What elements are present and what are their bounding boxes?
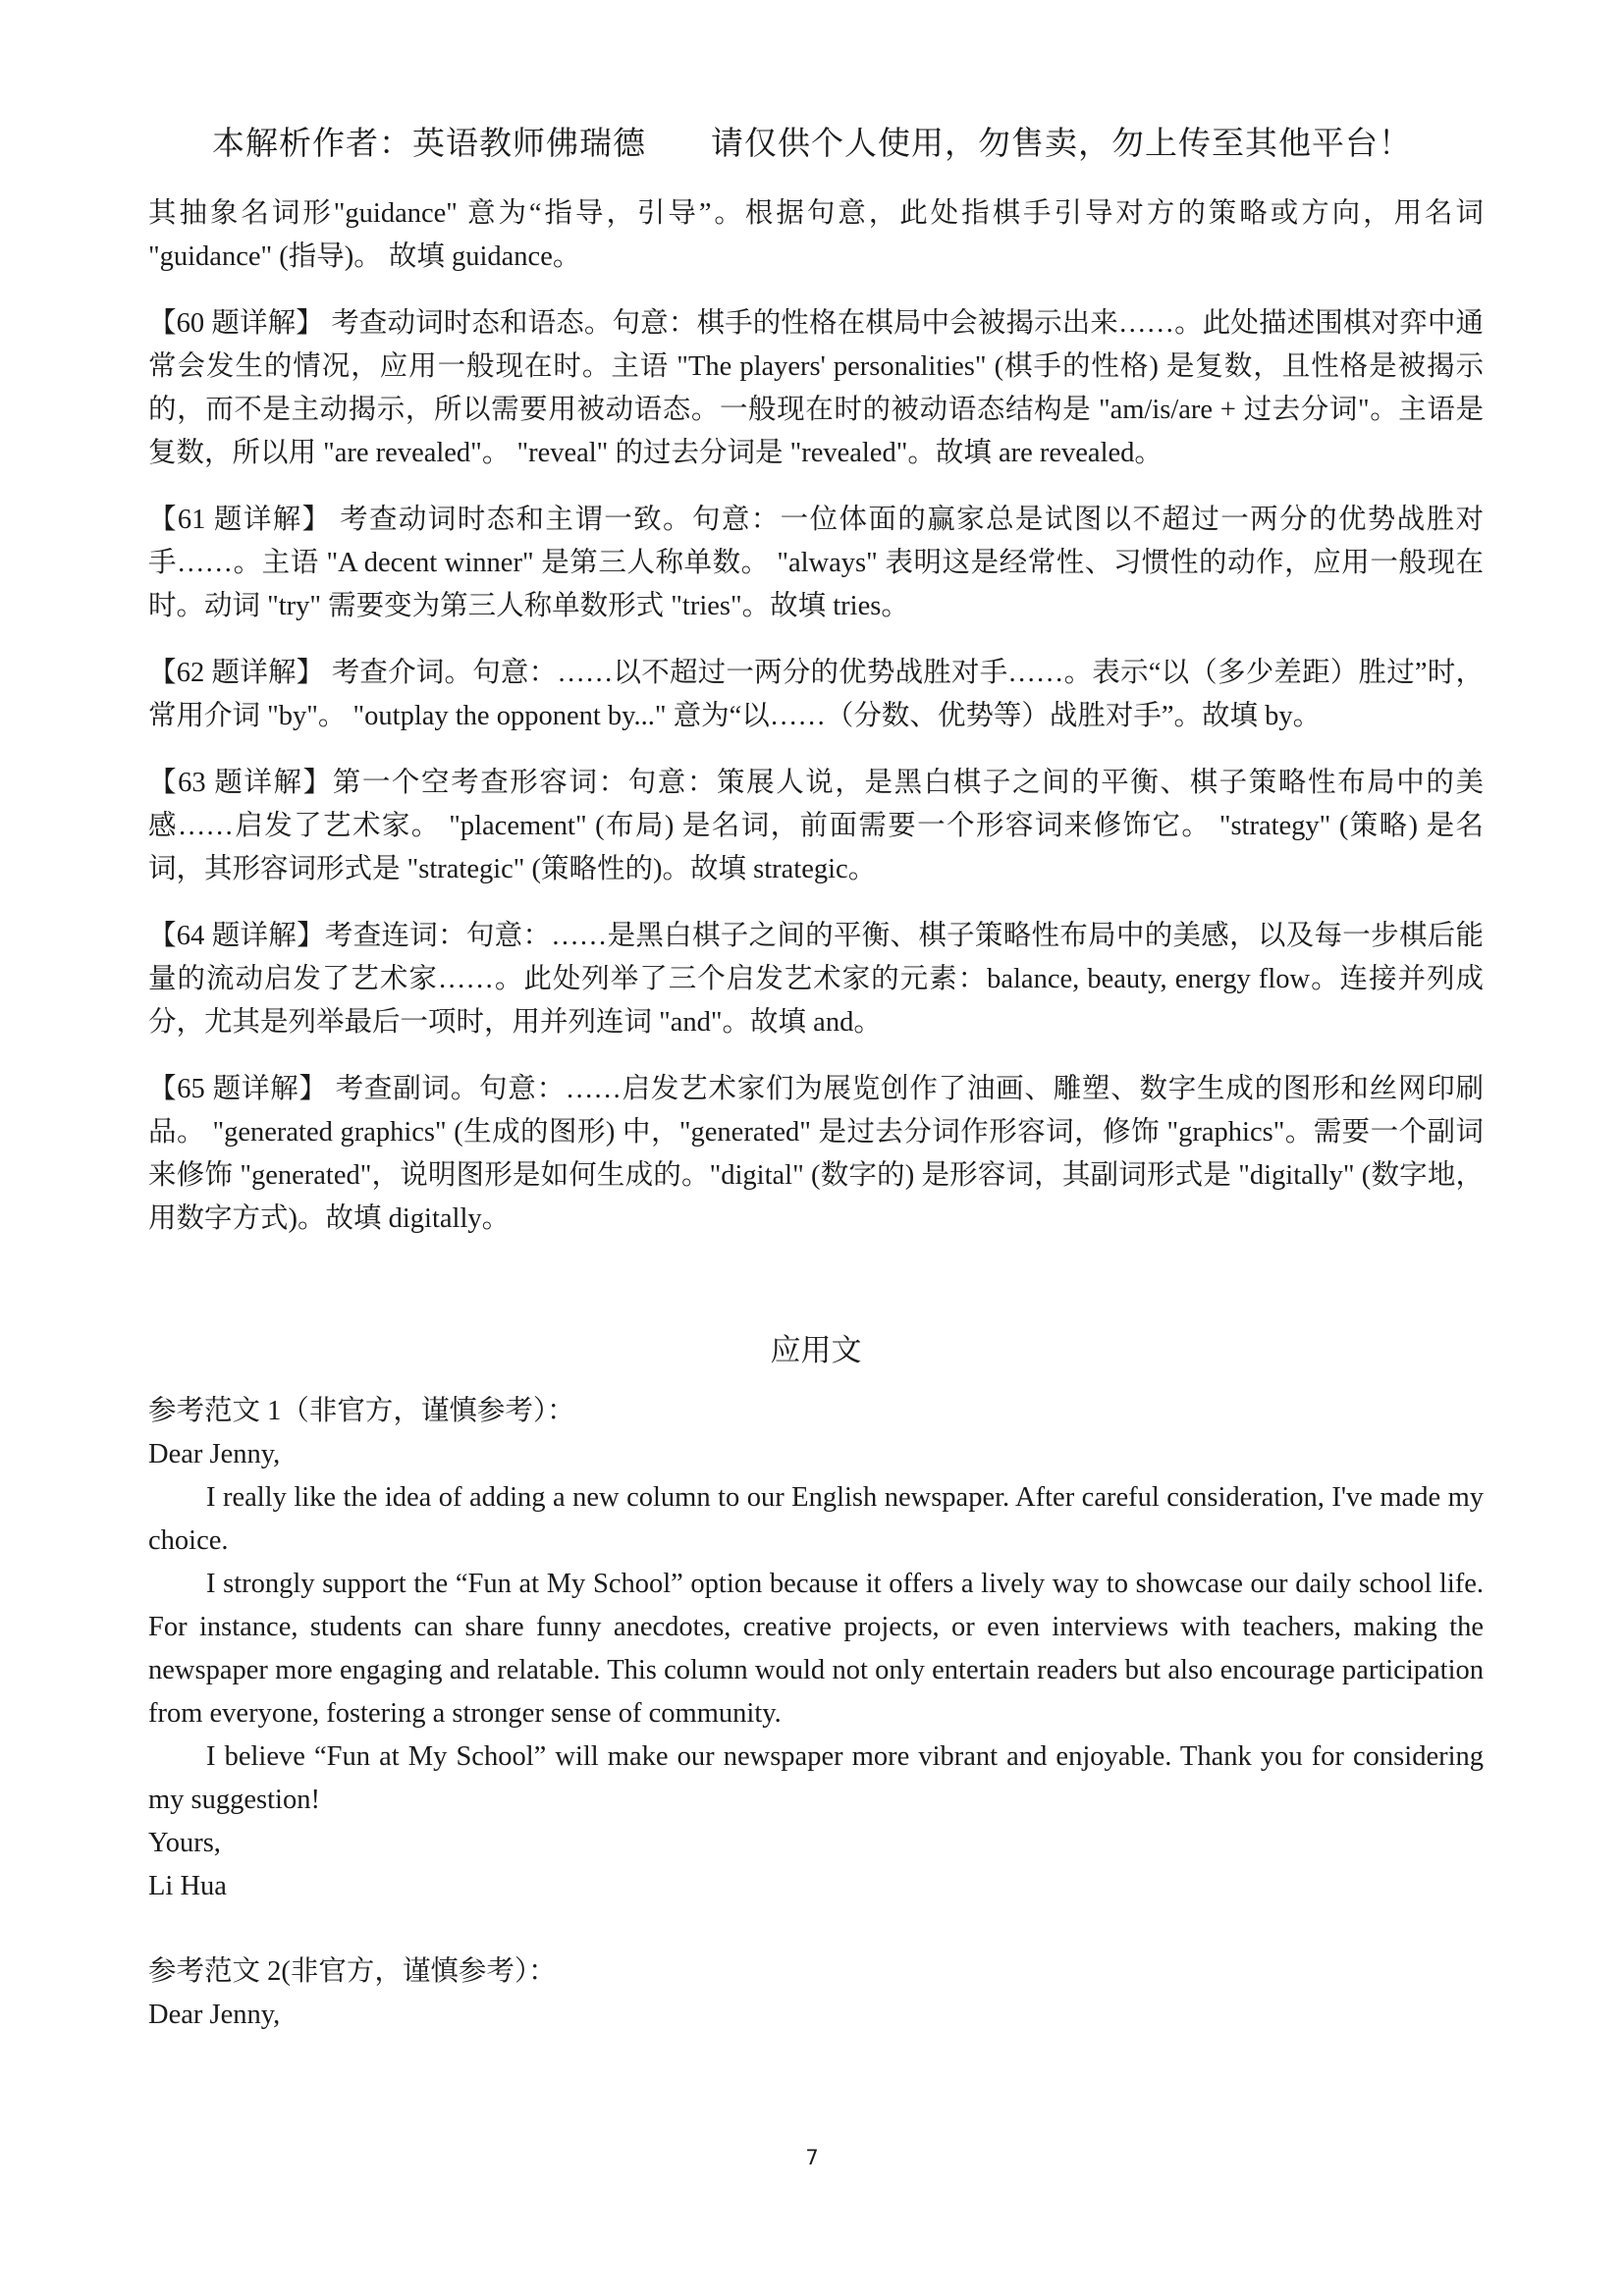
- question-tag: 【64 题详解】: [148, 921, 325, 951]
- question-tag: 【60 题详解】: [148, 308, 324, 339]
- explanation-q62: [148, 652, 1484, 738]
- page-header: [0, 118, 1624, 164]
- explanation-text: 考查动词时态和主谓一致。句意：一位体面的赢家总是试图以不超过一两分的优势战胜对手……。主语 "A decent winner" 是第三人称单数。 "always" 表明这是经常性、习惯性的动作，应用一般现在时。动词 "try" 需要变为第三人称单数形式 "tries"。故填 tries。: [148, 505, 1484, 621]
- header-author: 本解析作者：英语教师佛瑞德: [212, 127, 646, 162]
- section-title: 应用文: [770, 1333, 862, 1367]
- explanation-text: 考查动词时态和语态。句意：棋手的性格在棋局中会被揭示出来……。此处描述围棋对弈中通常会发生的情况，应用一般现在时。主语 "The players' personalities" (棋手的性格) 是复数，且性格是被揭示的，而不是主动揭示，所以需要用被动语态。一般现在时的被动语态结构是 "am/is/are + 过去分词"。主语是复数，所以用 "are revealed"。 "reveal" 的过去分词是 "revealed"。故填 are revealed。: [148, 308, 1484, 468]
- letter-signature: Li Hua: [148, 1871, 227, 1901]
- sample-essay-1: [148, 1390, 1484, 1908]
- explanation-q65: [148, 1068, 1484, 1241]
- explanation-q63: [148, 762, 1484, 891]
- explanation-text: 考查连词：句意：……是黑白棋子之间的平衡、棋子策略性布局中的美感，以及每一步棋后能量的流动启发了艺术家……。此处列举了三个启发艺术家的元素：balance, beauty, energy flow。连接并列成分，尤其是列举最后一项时，用并列连词 "and"。故填 and。: [148, 921, 1484, 1038]
- letter-salutation: Dear Jenny,: [148, 1439, 281, 1469]
- sample-heading: 参考范文 1（非官方，谨慎参考）：: [148, 1396, 575, 1426]
- question-tag: 【63 题详解】: [148, 768, 333, 798]
- letter-body-paragraph: I really like the idea of adding a new column to our English newspaper. After careful consideration, I've made my choice.: [148, 1482, 1484, 1556]
- letter-body-paragraph: I believe “Fun at My School” will make our newspaper more vibrant and enjoyable. Thank you for considering my suggestion!: [148, 1741, 1484, 1815]
- explanation-q64: [148, 915, 1484, 1044]
- question-tag: 【65 题详解】: [148, 1074, 328, 1104]
- sample-essay-2: [148, 1950, 1484, 2037]
- question-tag: 【62 题详解】: [148, 658, 325, 688]
- paragraph-guidance: 其抽象名词形"guidance" 意为“指导，引导”。根据句意，此处指棋手引导对方的策略或方向，用名词 "guidance" (指导)。 故填 guidance。: [148, 198, 1484, 272]
- letter-salutation: Dear Jenny,: [148, 2000, 281, 2030]
- document-body: [148, 192, 1484, 2037]
- letter-closing: Yours,: [148, 1828, 221, 1858]
- page-number: 7: [805, 2146, 819, 2169]
- header-notice: 请仅供个人使用，勿售卖，勿上传至其他平台！: [711, 127, 1412, 162]
- explanation-text: 第一个空考查形容词：句意：策展人说，是黑白棋子之间的平衡、棋子策略性布局中的美感……启发了艺术家。 "placement" (布局) 是名词，前面需要一个形容词来修饰它。 "strategy" (策略) 是名词，其形容词形式是 "strategic" (策略性的)。故填 strategic。: [148, 768, 1484, 884]
- explanation-q61: [148, 499, 1484, 628]
- explanation-q60: [148, 302, 1484, 475]
- sample-heading: 参考范文 2(非官方，谨慎参考）：: [148, 1956, 557, 1987]
- question-tag: 【61 题详解】: [148, 505, 332, 535]
- explanation-text: 考查副词。句意：……启发艺术家们为展览创作了油画、雕塑、数字生成的图形和丝网印刷品。 "generated graphics" (生成的图形) 中，"generated" 是过去分词作形容词，修饰 "graphics"。需要一个副词来修饰 "generated"，说明图形是如何生成的。"digital" (数字的) 是形容词，其副词形式是 "digitally" (数字地，用数字方式)。故填 digitally。: [148, 1074, 1484, 1234]
- explanation-text: 考查介词。句意：……以不超过一两分的优势战胜对手……。表示“以（多少差距）胜过”时，常用介词 "by"。 "outplay the opponent by..." 意为“以……（分数、优势等）战胜对手”。故填 by。: [148, 658, 1484, 731]
- letter-body-paragraph: I strongly support the “Fun at My School” option because it offers a lively way to showcase our daily school life. For instance, students can share funny anecdotes, creative projects, or even interviews with teachers, making the newspaper more engaging and relatable. This column would not only entertain readers but also encourage participation from everyone, fostering a stronger sense of community.: [148, 1569, 1484, 1729]
